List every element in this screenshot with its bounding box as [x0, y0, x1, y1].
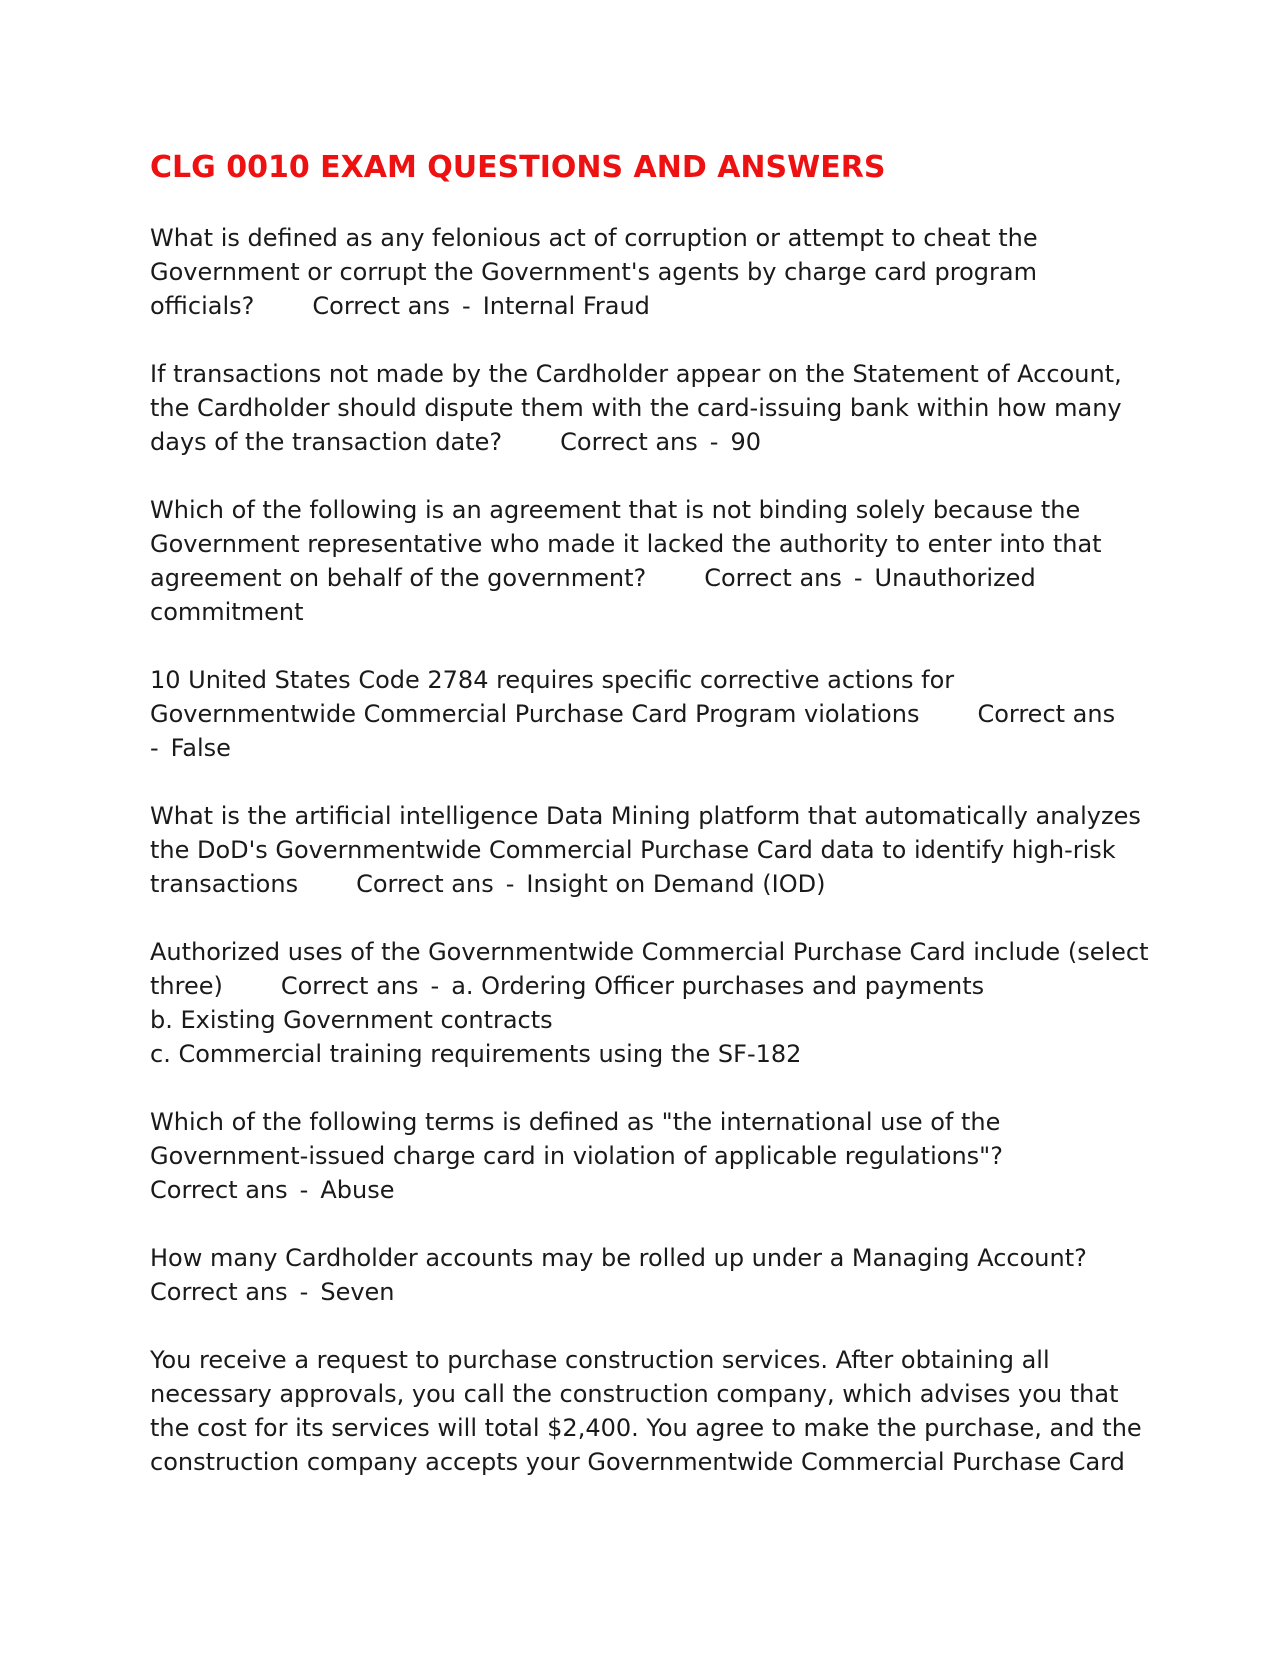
question-line: Authorized uses of the Governmentwide Commercial Purchase Card include (select — [150, 938, 1149, 966]
qa-item — [150, 357, 1140, 459]
qa-item — [150, 493, 1140, 629]
question-line: If transactions not made by the Cardholder appear on the Statement of Account, — [150, 360, 1122, 388]
question-line: Government or corrupt the Government's agents by charge card program — [150, 258, 1037, 286]
answer-dash: - — [505, 870, 515, 898]
question-line: How many Cardholder accounts may be rolled up under a Managing Account? — [150, 1244, 1087, 1272]
question-line: the cost for its services will total $2,400. You agree to make the purchase, and the — [150, 1414, 1142, 1442]
answer-prefix: Correct ans — [704, 564, 842, 592]
answer-dash: - — [299, 1176, 309, 1204]
answer-text: a. Ordering Officer purchases and payments — [451, 972, 985, 1000]
question-line: Government-issued charge card in violation of applicable regulations"? — [150, 1142, 1003, 1170]
question-line: What is defined as any felonious act of corruption or attempt to cheat the — [150, 224, 1038, 252]
question-line: You receive a request to purchase construction services. After obtaining all — [150, 1346, 1050, 1374]
question-line: the DoD's Governmentwide Commercial Purchase Card data to identify high-risk — [150, 836, 1116, 864]
question-line: three) — [150, 972, 223, 1000]
answer-text: Insight on Demand (IOD) — [526, 870, 826, 898]
question-line: 10 United States Code 2784 requires specific corrective actions for — [150, 666, 955, 694]
question-line: the Cardholder should dispute them with the card-issuing bank within how many — [150, 394, 1122, 422]
answer-prefix: Correct ans — [280, 972, 419, 1000]
qa-item — [150, 1241, 1140, 1309]
answer-dash: - — [462, 292, 471, 320]
answer-text: Unauthorized — [874, 564, 1036, 592]
answer-prefix: Correct ans — [312, 292, 451, 320]
question-line: Which of the following terms is defined as "the international use of the — [150, 1108, 1001, 1136]
question-line: days of the transaction date? — [150, 428, 503, 456]
document-page — [150, 148, 1149, 1513]
question-line: What is the artificial intelligence Data Mining platform that automatically analyzes — [150, 802, 1141, 830]
answer-extra-line: c. Commercial training requirements using the SF-182 — [150, 1040, 802, 1068]
answer-dash: - — [150, 734, 159, 762]
answer-text-cont: commitment — [150, 598, 304, 626]
qa-item — [150, 221, 1140, 323]
question-line: officials? — [150, 292, 255, 320]
answer-prefix: Correct ans — [150, 1278, 288, 1306]
qa-item — [150, 799, 1140, 901]
qa-item — [150, 1105, 1140, 1207]
answer-text: 90 — [730, 428, 761, 456]
answer-prefix: Correct ans — [977, 700, 1116, 728]
page-title: CLG 0010 EXAM QUESTIONS AND ANSWERS — [150, 150, 886, 185]
answer-dash: - — [299, 1278, 309, 1306]
question-line: Governmentwide Commercial Purchase Card Program violations — [150, 700, 920, 728]
question-line: necessary approvals, you call the construction company, which advises you that — [150, 1380, 1119, 1408]
answer-prefix: Correct ans — [150, 1176, 288, 1204]
question-line: transactions — [150, 870, 299, 898]
answer-text: Abuse — [320, 1176, 395, 1204]
answer-prefix: Correct ans — [560, 428, 698, 456]
question-line: Which of the following is an agreement that is not binding solely because the — [150, 496, 1081, 524]
answer-prefix: Correct ans — [356, 870, 494, 898]
answer-extra-line: b. Existing Government contracts — [150, 1006, 553, 1034]
qa-item — [150, 663, 1140, 765]
answer-text: Internal Fraud — [482, 292, 650, 320]
question-line: agreement on behalf of the government? — [150, 564, 647, 592]
answer-dash: - — [709, 428, 719, 456]
answer-dash: - — [430, 972, 440, 1000]
qa-item — [150, 1343, 1140, 1479]
answer-text: False — [170, 734, 231, 762]
answer-dash: - — [853, 564, 863, 592]
question-line: construction company accepts your Governmentwide Commercial Purchase Card — [150, 1448, 1125, 1476]
answer-text: Seven — [320, 1278, 395, 1306]
question-line: Government representative who made it lacked the authority to enter into that — [150, 530, 1102, 558]
qa-item — [150, 935, 1149, 1071]
